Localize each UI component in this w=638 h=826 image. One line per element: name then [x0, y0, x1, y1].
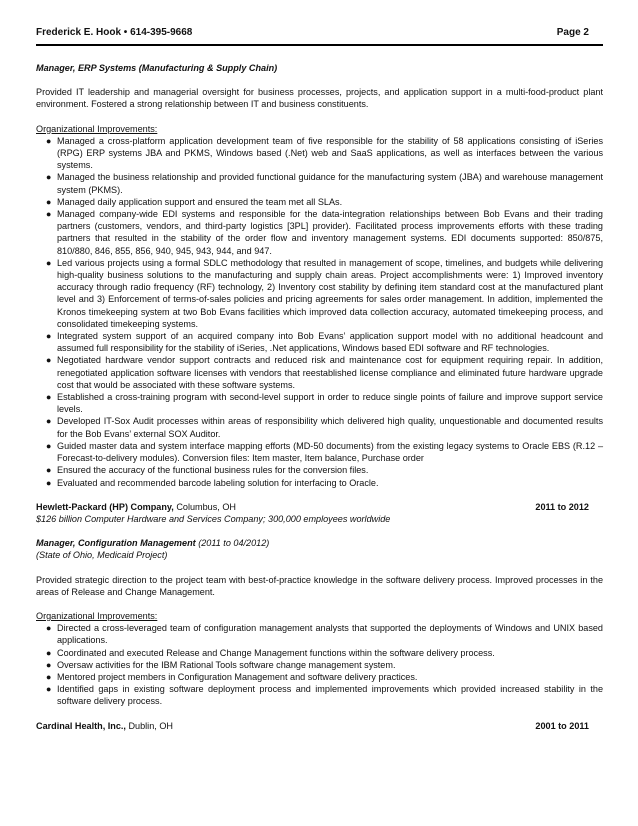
company-hp	[36, 501, 603, 513]
header-rule	[36, 44, 603, 46]
list-item: ● Led various projects using a formal SDLC methodology that resulted in management of scope, timelines, and budgets while delivering high-quality business solutions to the manufacturing and supply chain areas. Project accomplishments were: 1) Improved inventory accuracy through radio frequency (RF) technology, 2) Inventory cost stability by defining item standard cost at the manufactured plant level and 3) Enforcement of terms-of-sales policies and pricing agreements for sales order management. In addition, implemented the Kronos timekeeping system at two Bob Evans facilities which improved data collection accuracy, automated timekeeping process, and consolidated timekeeping systems.	[46, 257, 603, 329]
bullet-icon: ●	[46, 684, 52, 695]
cm-bullet-list	[36, 622, 603, 707]
company-name: Cardinal Health, Inc.,	[36, 720, 126, 731]
list-item: ● Developed IT-Sox Audit processes within areas of responsibility which delivered high quality, unquestionable and documented results for the Bob Evans’ external SOX Auditor.	[46, 416, 603, 439]
company-cardinal	[36, 720, 603, 732]
list-item: ● Evaluated and recommended barcode labeling solution for interfacing to Oracle.	[46, 477, 379, 488]
job-title-cm: Manager, Configuration Management (2011 to 04/2012)	[36, 538, 270, 549]
list-item: ● Guided master data and system interface mapping efforts (MD-50 documents) from the existing legacy systems to Oracle EBS (R.12 – Forecast-to-delivery modules). Conversion files: Item master, Item balance, Purchase order	[46, 440, 603, 464]
bullet-icon: ●	[46, 659, 52, 670]
list-item: ● Oversaw activities for the IBM Rational Tools software change management system.	[46, 659, 396, 670]
list-item: ● Mentored project members in Configuration Management and software delivery practices.	[46, 671, 418, 682]
bullet-icon: ●	[46, 257, 52, 268]
list-item: ● Managed company-wide EDI systems and responsible for the data-integration relationships between Bob Evans and their trading partners (customers, vendors, and third-party logistics [3PL] provider). Facilitated process improvements efforts with these trading partners that resulted in the stability of the order flow and inventory management systems. EDI documents supported: 850/875, 810/880, 846, 855, 856, 940, 945, 943, 944, and 947.	[46, 209, 603, 256]
bullet-icon: ●	[46, 355, 52, 366]
list-item: ● Managed daily application support and ensured the team met all SLAs.	[46, 196, 343, 207]
list-item: ● Ensured the accuracy of the functional business rules for the conversion files.	[46, 465, 369, 476]
erp-bullet-list	[36, 135, 603, 489]
list-item: ● Managed the business relationship and provided functional guidance for the manufacturing system (JBA) and warehouse management system (PKMS).	[46, 172, 603, 195]
employment-dates: 2001 to 2011	[535, 720, 589, 731]
bullet-icon: ●	[46, 392, 52, 403]
page-header	[36, 27, 589, 41]
org-improvements-heading: Organizational Improvements:	[36, 610, 158, 621]
employment-dates: 2011 to 2012	[535, 501, 589, 512]
job-title-erp: Manager, ERP Systems (Manufacturing & Supply Chain)	[36, 63, 278, 73]
list-item: ● Established a cross-training program with second-level support in order to reduce single points of failure and improve support service levels.	[46, 392, 603, 415]
header-name-phone: Frederick E. Hook • 614-395-9668	[36, 27, 193, 38]
bullet-icon: ●	[46, 209, 52, 220]
list-item: ● Coordinated and executed Release and Change Management functions within the software delivery process.	[46, 647, 495, 658]
bullet-icon: ●	[46, 465, 52, 476]
page-number: Page 2	[556, 27, 589, 38]
company-description: $126 billion Computer Hardware and Services Company; 300,000 employees worldwide	[36, 513, 391, 524]
bullet-icon: ●	[46, 477, 52, 488]
bullet-icon: ●	[46, 623, 52, 634]
bullet-icon: ●	[46, 671, 52, 682]
company-location: Dublin, OH	[125, 720, 173, 731]
job-subtitle-cm: (State of Ohio, Medicaid Project)	[36, 550, 168, 561]
bullet-icon: ●	[46, 416, 52, 427]
bullet-icon: ●	[46, 331, 52, 342]
list-item: ● Identified gaps in existing software deployment process and implemented improvements which provided increased stability in the software delivery process.	[46, 684, 603, 707]
list-item: ● Managed a cross-platform application development team of five responsible for the stability of 58 applications consisting of iSeries (RPG) ERP systems JBA and PKMS, Windows based (.Net) web and SaaS applications, as well as interfaces between the various systems.	[46, 135, 603, 171]
list-item: ● Negotiated hardware vendor support contracts and reduced risk and maintenance cost for equipment requiring repair. In addition, renegotiated application software licenses with vendors that reestablished license compliance and eliminated future hardware upgrade cost that would be associated with these software systems.	[46, 355, 603, 390]
company-location: Columbus, OH	[173, 501, 236, 512]
bullet-icon: ●	[46, 647, 52, 658]
resume-content	[36, 62, 603, 732]
org-improvements-heading: Organizational Improvements:	[36, 123, 158, 134]
bullet-icon: ●	[46, 135, 52, 146]
job-summary-erp: Provided IT leadership and managerial oversight for business processes, projects, and application support in a multi-food-product plant environment. Fostered a strong relationship between IT and business constituents.	[36, 87, 603, 110]
list-item: ● Integrated system support of an acquired company into Bob Evans’ application support model with no additional headcount and assumed full responsibility for the stability of iSeries, .Net applications, Windows based EDI software and RF technologies.	[46, 331, 603, 354]
bullet-icon: ●	[46, 440, 52, 451]
bullet-icon: ●	[46, 172, 52, 183]
job-summary-cm: Provided strategic direction to the project team with best-of-practice knowledge in the software delivery process. Improved processes in the areas of Release and Change Management.	[36, 574, 603, 597]
bullet-icon: ●	[46, 196, 52, 207]
company-name: Hewlett-Packard (HP) Company,	[36, 501, 174, 512]
list-item: ● Directed a cross-leveraged team of configuration management analysts that supported the deployments of Windows and UNIX based applications.	[46, 623, 603, 646]
